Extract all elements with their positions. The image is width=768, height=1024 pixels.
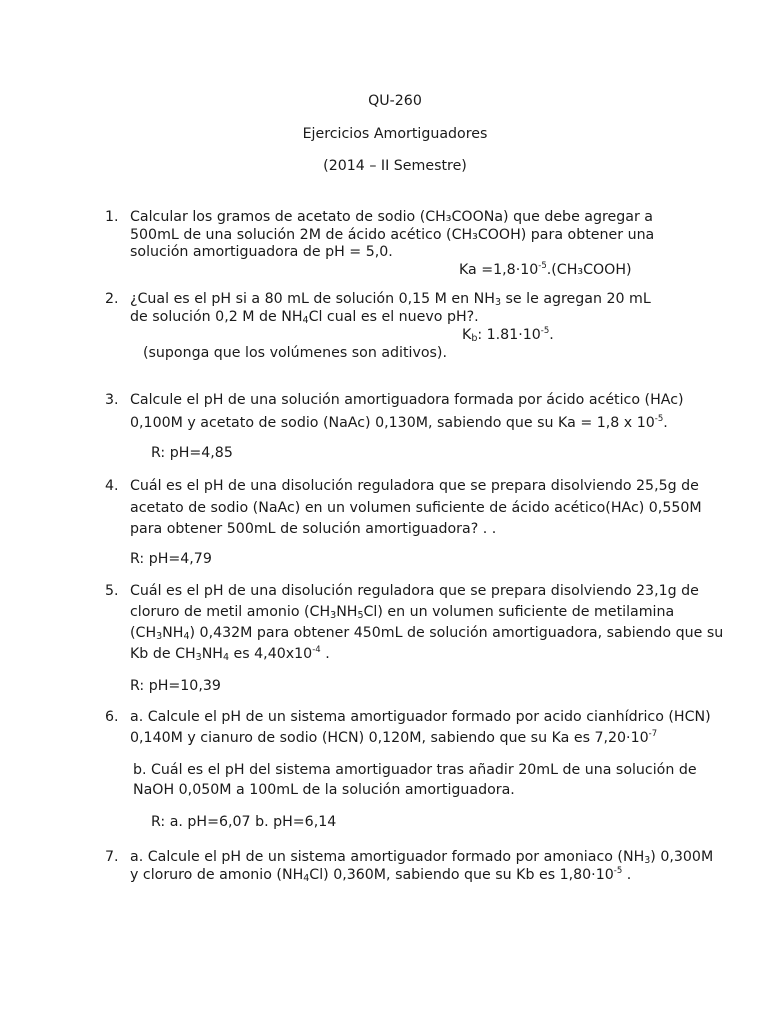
exercise-number: 6. xyxy=(105,709,119,725)
exercise-answer: R: pH=10,39 xyxy=(130,678,221,694)
exercise-line: Calcule el pH de una solución amortiguadora formada por ácido acético (HAc) xyxy=(130,392,684,408)
course-code: QU-260 xyxy=(368,93,422,109)
exercise-answer: R: pH=4,79 xyxy=(130,551,212,567)
exercise-answer: R: pH=4,85 xyxy=(151,445,233,461)
exercise-number: 3. xyxy=(105,392,119,408)
exercise-line: a. Calcule el pH de un sistema amortiguador formado por acido cianhídrico (HCN) xyxy=(130,709,711,725)
exercise-note: (suponga que los volúmenes son aditivos). xyxy=(143,345,447,361)
exercise-line: 0,140M y cianuro de sodio (HCN) 0,120M, sabiendo que su Ka es $7,20\cdot 10^{-7}$ xyxy=(130,729,658,746)
exercise-line: para obtener 500mL de solución amortiguadora? . . xyxy=(130,521,497,537)
exercise-line: $(CH_3NH_4)$ 0,432M para obtener 450mL de solución amortiguadora, sabiendo que su xyxy=(130,625,724,642)
exercise-line: acetato de sodio (NaAc) en un volumen suficiente de ácido acético(HAc) 0,550M xyxy=(130,500,702,516)
acid-constant: $Ka =1,8\cdot 10^{-5}.(CH_3COOH)$ xyxy=(459,261,632,278)
exercise-line: 0,100M y acetato de sodio (NaAc) 0,130M, sabiendo que su Ka = 1,8 x $10^{-5}$. xyxy=(130,414,668,431)
exercise-number: 1. xyxy=(105,209,119,225)
exercise-answer: R: a. pH=6,07 b. pH=6,14 xyxy=(151,814,337,830)
exercise-number: 7. xyxy=(105,849,119,865)
exercise-line: Cuál es el pH de una disolución reguladora que se prepara disolviendo 23,1g de xyxy=(130,583,699,599)
exercise-line: 500mL de una solución 2M de ácido acético (CH₃COOH) para obtener una xyxy=(130,227,655,243)
document-title: Ejercicios Amortiguadores xyxy=(302,126,488,142)
exercise-number: 2. xyxy=(105,291,119,307)
exercise-line: cloruro de metil amonio $(CH_3NH_5Cl)$ en un volumen suficiente de metilamina xyxy=(130,604,675,621)
exercise-number: 5. xyxy=(105,583,119,599)
exercise-line: Kb de $CH_3NH_4$ es $4,40x10^{-4}$ . xyxy=(130,645,330,663)
exercise-line: de solución 0,2 M de $NH_4Cl$ cual es el nuevo pH?. xyxy=(130,309,479,326)
semester-label: (2014 – II Semestre) xyxy=(323,158,467,174)
exercise-line: Calcular los gramos de acetato de sodio (CH₃COONa) que debe agregar a xyxy=(130,209,653,225)
exercise-line: NaOH 0,050M a 100mL de la solución amortiguadora. xyxy=(133,782,515,798)
exercise-line: y cloruro de amonio $(NH_4Cl)$ 0,360M, sabiendo que su Kb es $1,80\cdot 10^{-5}$ . xyxy=(130,866,632,884)
exercise-number: 4. xyxy=(105,478,119,494)
base-constant: $K_b$: $1.81\cdot 10^{-5}$. xyxy=(462,326,554,344)
exercise-line: ¿Cual es el pH si a 80 mL de solución 0,15 M en $NH_3$ se le agregan 20 mL xyxy=(130,291,651,308)
exercise-line: solución amortiguadora de pH = 5,0. xyxy=(130,244,393,260)
exercise-line: Cuál es el pH de una disolución reguladora que se prepara disolviendo 25,5g de xyxy=(130,478,699,494)
exercise-line: b. Cuál es el pH del sistema amortiguador tras añadir 20mL de una solución de xyxy=(133,762,697,778)
exercise-line: a. Calcule el pH de un sistema amortiguador formado por amoniaco $(NH_3)$ 0,300M xyxy=(130,849,714,866)
